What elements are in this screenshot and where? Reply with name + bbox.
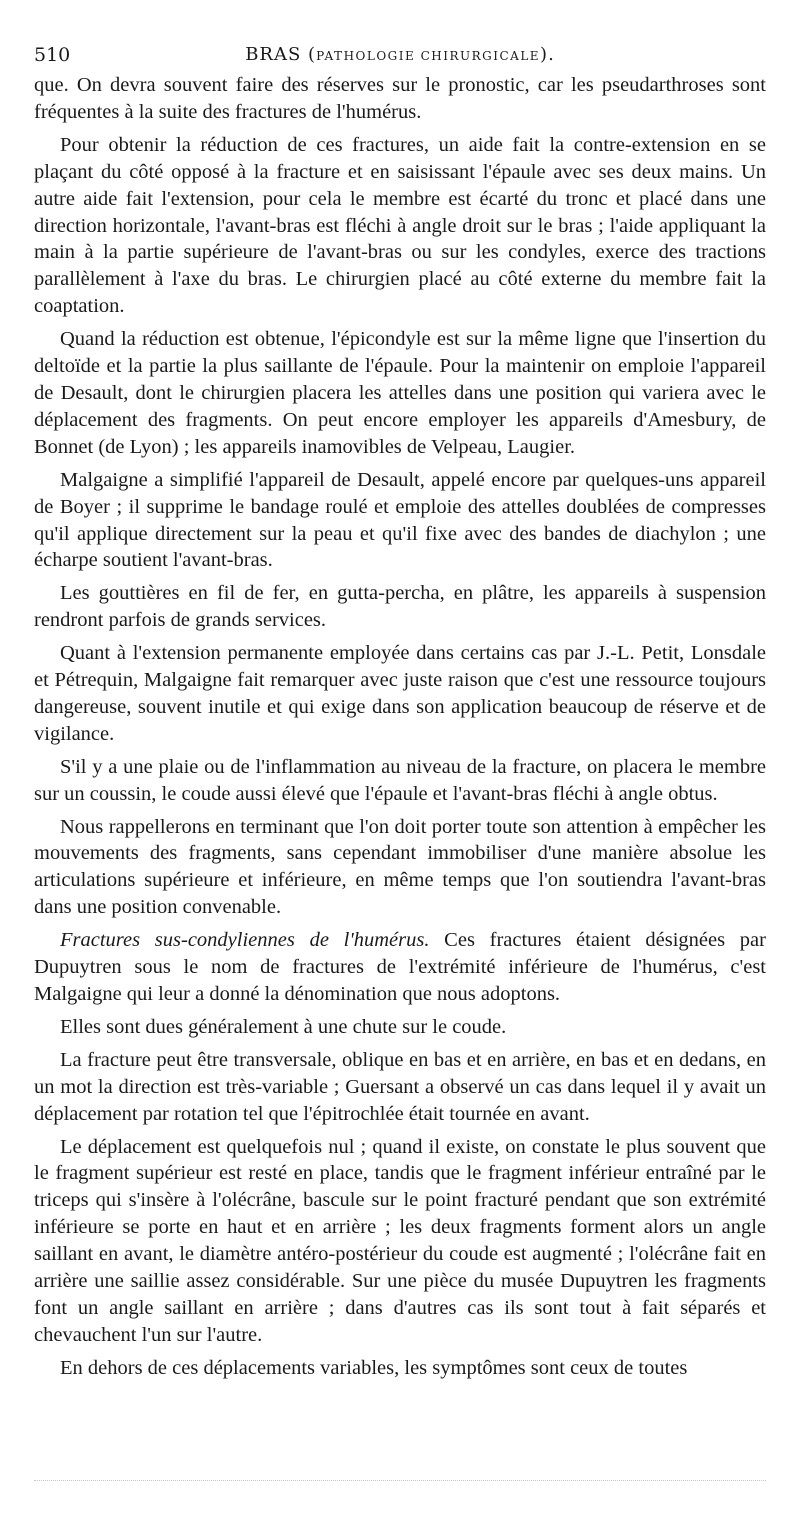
running-title-main: BRAS [245, 44, 302, 65]
body-text [34, 72, 766, 1382]
paragraph-supracondylar [34, 927, 766, 1008]
paragraph-reduction: Pour obtenir la réduction de ces fractures, un aide fait la contre-extension en se plaçant du côté opposé à la fracture et en saisissant l'épaule avec ses deux mains. Un autre aide fait l'extension, pour cela le membre est écarté du tronc et placé dans une direction horizontale, l'avant-bras est fléchi à angle droit sur le bras ; l'aide appliquant la main à la partie supérieure de l'avant-bras ou sur les condyles, exerce des tractions parallèlement à l'axe du bras. Le chirurgien placé au côté externe du membre fait la coaptation. [34, 133, 766, 318]
section-heading-italic: Fractures sus-condyliennes de l'humérus. [60, 929, 430, 952]
paragraph-malgaigne-apparatus: Malgaigne a simplifié l'appareil de Desault, appelé encore par quelques-uns appareil de Boyer ; il supprime le bandage roulé et emploie des attelles doublées de compresses qu'il applique directement sur la peau et qu'il fixe avec des bandes de diachylon ; une écharpe soutient l'avant-bras. [34, 468, 766, 572]
paragraph-symptoms: En dehors de ces déplacements variables, les symptômes sont ceux de toutes [60, 1356, 688, 1379]
paragraph-cause: Elles sont dues généralement à une chute sur le coude. [60, 1015, 507, 1038]
paragraph-conclusion: Nous rappellerons en terminant que l'on doit porter toute son attention à empêcher les mouvements des fragments, sans cependant immobiliser d'une manière absolue les articulations supérieure et inférieure, en même temps que l'on soutiendra l'avant-bras dans une position convenable. [34, 815, 766, 919]
paragraph-fracture-direction: La fracture peut être transversale, oblique en bas et en arrière, en bas et en dedans, en un mot la direction est très-variable ; Guersant a observé un cas dans lequel il y avait un déplacement par rotation tel que l'épitrochlée était tournée en avant. [34, 1048, 766, 1125]
page-number: 510 [34, 44, 71, 66]
running-title-paren-close: ). [540, 44, 555, 65]
paragraph-maintenance: Quand la réduction est obtenue, l'épicondyle est sur la même ligne que l'insertion du deltoïde et la partie la plus saillante de l'épaule. Pour la maintenir on emploie l'appareil de Desault, dont le chirurgien placera les attelles dans une position qui variera avec le déplacement des fragments. On peut encore employer les appareils d'Amesbury, de Bonnet (de Lyon) ; les appareils inamovibles de Velpeau, Laugier. [34, 328, 766, 458]
running-title-paren-open: ( [301, 44, 317, 65]
section-heading-text: Ces fractures étaient désignées par Dupuytren sous le nom de fractures de l'extrémité inférieure de l'humérus, c'est Malgaigne qui leur a donné la dénomination que nous adoptons. [34, 929, 766, 1005]
book-page [34, 38, 766, 1458]
running-title [34, 44, 766, 65]
paragraph-displacement: Le déplacement est quelquefois nul ; quand il existe, on constate le plus souvent que le fragment supérieur est resté en place, tandis que le fragment inférieur entraîné par le triceps qui s'insère à l'olécrâne, bascule sur le point fracturé pendant que son extrémité inférieure se porte en haut et en arrière ; les deux fragments forment alors un angle saillant en avant, le diamètre antéro-postérieur du coude est augmenté ; l'olécrâne fait en arrière une saillie assez considérable. Sur une pièce du musée Dupuytren les fragments font un angle saillant en arrière ; dans d'autres cas ils sont tout à fait séparés et chevauchent l'un sur l'autre. [34, 1135, 766, 1346]
paragraph-permanent-extension: Quant à l'extension permanente employée dans certains cas par J.-L. Petit, Lonsdale et Pétrequin, Malgaigne fait remarquer avec juste raison que c'est une ressource toujours dangereuse, souvent inutile et qui exige dans son application beaucoup de réserve et de vigilance. [34, 642, 766, 745]
paragraph-gutters: Les gouttières en fil de fer, en gutta-percha, en plâtre, les appareils à suspension rendront parfois de grands services. [34, 582, 766, 632]
running-title-subtitle: PATHOLOGIE CHIRURGICALE [316, 49, 541, 63]
paragraph-continued: que. On devra souvent faire des réserves sur le pronostic, car les pseudarthroses sont fréquentes à la suite des fractures de l'humérus. [34, 74, 766, 123]
running-header [34, 38, 766, 72]
paragraph-wound: S'il y a une plaie ou de l'inflammation au niveau de la fracture, on placera le membre sur un coussin, le coude aussi élevé que l'épaule et l'avant-bras fléchi à angle obtus. [34, 755, 766, 805]
scan-artifact-dots [34, 1480, 766, 1487]
